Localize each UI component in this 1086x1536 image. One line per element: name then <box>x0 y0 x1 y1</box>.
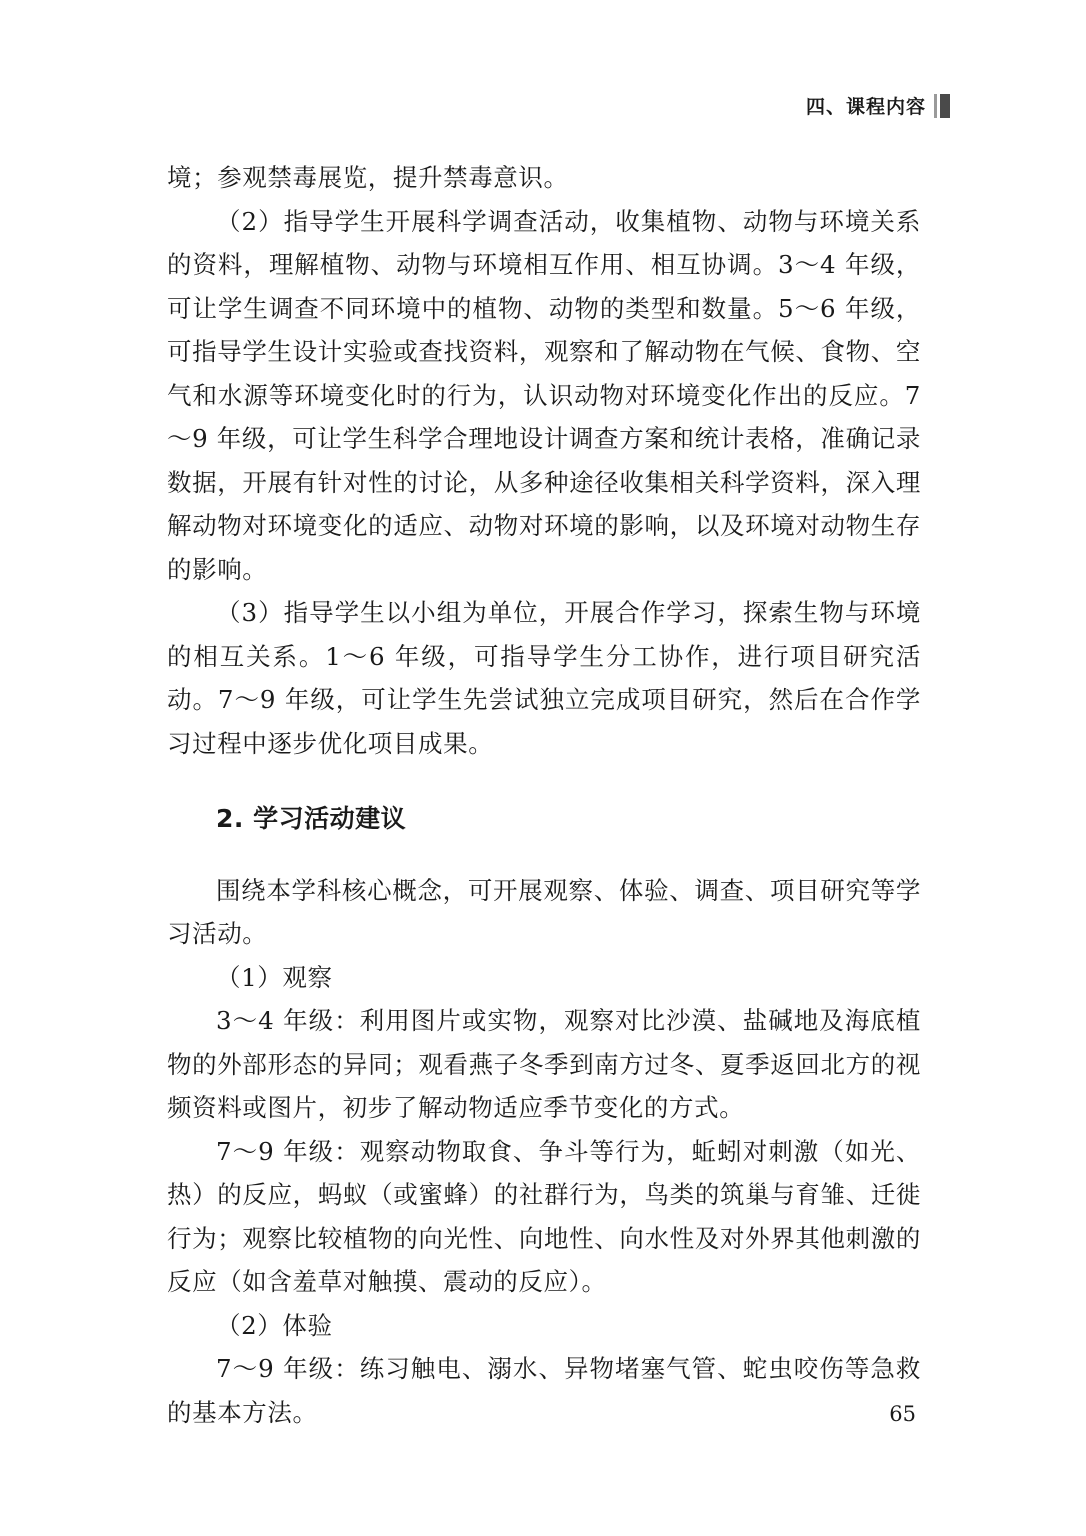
paragraph: （2）体验 <box>216 1310 333 1340</box>
body-text-part2 <box>167 869 921 1435</box>
paragraph: （1）观察 <box>216 962 333 992</box>
paragraph: 围绕本学科核心概念，可开展观察、体验、调查、项目研究等学习活动。 <box>167 875 921 948</box>
paragraph: 境；参观禁毒展览，提升禁毒意识。 <box>167 163 569 192</box>
paragraph: 7～9 年级：练习触电、溺水、异物堵塞气管、蛇虫咬伤等急救的基本方法。 <box>167 1354 921 1427</box>
page-number: 65 <box>889 1402 916 1426</box>
section-heading: 2. 学习活动建议 <box>216 804 407 833</box>
page-body <box>167 156 921 1434</box>
paragraph: （3）指导学生以小组为单位，开展合作学习，探索生物与环境的相互关系。1～6 年级，可指导学生分工协作，进行项目研究活动。7～9 年级，可让学生先尝试独立完成项目研究，然后在合作学习过程中逐步优化项目成果。 <box>167 598 921 758</box>
header-bar-decoration <box>934 94 950 118</box>
running-header <box>806 92 950 119</box>
header-bar-thick <box>940 94 950 118</box>
paragraph: （2）指导学生开展科学调查活动，收集植物、动物与环境关系的资料，理解植物、动物与环境相互作用、相互协调。3～4 年级，可让学生调查不同环境中的植物、动物的类型和数量。5～6 年级，可指导学生设计实验或查找资料，观察和了解动物在气候、食物、空气和水源等环境变化时的行为，认识动物对环境变化作出的反应。7～9 年级，可让学生科学合理地设计调查方案和统计表格，准确记录数据，开展有针对性的讨论，从多种途径收集相关科学资料，深入理解动物对环境变化的适应、动物对环境的影响，以及环境对动物生存的影响。 <box>167 206 921 584</box>
body-text-part1 <box>167 156 921 765</box>
running-header-title: 四、课程内容 <box>805 96 926 118</box>
header-bar-thin <box>934 94 937 118</box>
paragraph: 3～4 年级：利用图片或实物，观察对比沙漠、盐碱地及海底植物的外部形态的异同；观看燕子冬季到南方过冬、夏季返回北方的视频资料或图片，初步了解动物适应季节变化的方式。 <box>167 1006 921 1122</box>
paragraph: 7～9 年级：观察动物取食、争斗等行为，蚯蚓对刺激（如光、热）的反应，蚂蚁（或蜜蜂）的社群行为，鸟类的筑巢与育雏、迁徙行为；观察比较植物的向光性、向地性、向水性及对外界其他刺激的反应（如含羞草对触摸、震动的反应）。 <box>167 1136 921 1296</box>
